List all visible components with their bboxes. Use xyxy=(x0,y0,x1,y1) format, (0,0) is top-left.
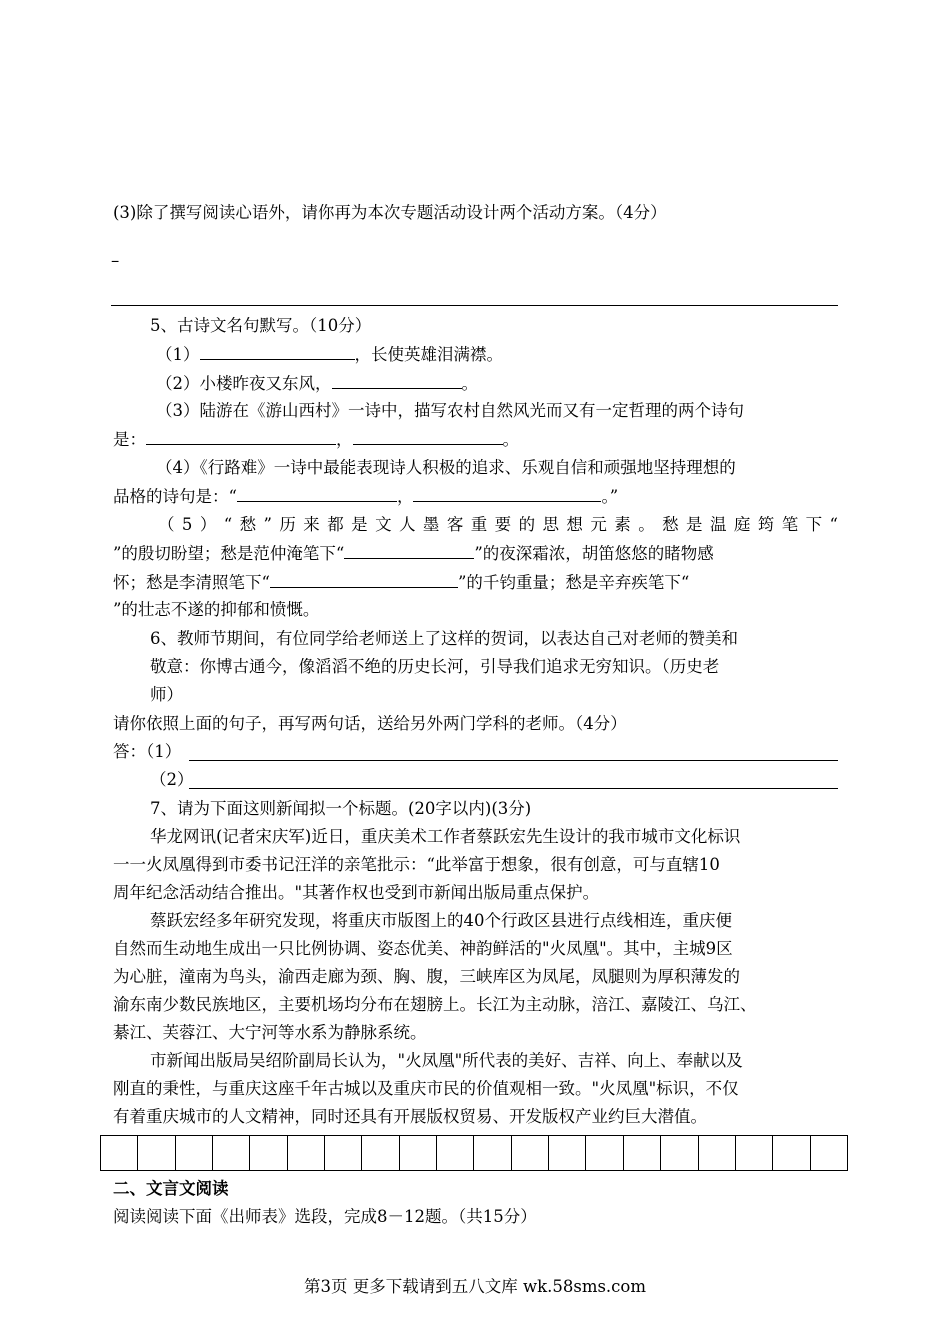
q6-line4: 请你依照上面的句子，再写两句话，送给另外两门学科的老师。（4分） xyxy=(113,714,627,733)
q6-line1: 6、教师节期间，有位同学给老师送上了这样的贺词，以表达自己对老师的赞美和 xyxy=(150,629,738,648)
q5-item2-blank[interactable] xyxy=(332,372,462,389)
q5-item3-blank-b[interactable] xyxy=(353,428,503,445)
q5-item5-line1-text: （5）“愁”历来都是文人墨客重要的思想元素。愁是温庭筠笔下“ xyxy=(158,515,838,534)
grid-cell[interactable] xyxy=(437,1136,474,1171)
q5-item5-l2-suffix: ”的夜深霜浓，胡笛悠悠的睹物感 xyxy=(474,544,714,563)
grid-cell[interactable] xyxy=(250,1136,287,1171)
section2-heading xyxy=(113,1178,229,1200)
grid-cell[interactable] xyxy=(586,1136,623,1171)
q7-p2-line2: 自然而生动地生成出一只比例协调、姿态优美、神韵鲜活的"火凤凰"。其中，主城9区 xyxy=(113,939,733,958)
grid-cell[interactable] xyxy=(698,1136,735,1171)
grid-cell[interactable] xyxy=(175,1136,212,1171)
q6-answer2-label: （2） xyxy=(150,770,194,789)
q5-item1-prefix: （1） xyxy=(156,345,200,364)
q7-p2-line1: 蔡跃宏经多年研究发现，将重庆市版图上的40个行政区县进行点线相连，重庆便 xyxy=(150,911,732,930)
q7-p1-line1: 华龙网讯(记者宋庆军)近日，重庆美术工作者蔡跃宏先生设计的我市城市文化标识 xyxy=(150,827,741,846)
q5-item4-line1: （4）《行路难》一诗中最能表现诗人积极的追求、乐观自信和顽强地坚持理想的 xyxy=(156,458,736,477)
q5-item5-l3-prefix: 怀；愁是李清照笔下“ xyxy=(113,573,270,592)
q7-p2-line4: 渝东南少数民族地区，主要机场均分布在翅膀上。长江为主动脉，涪江、嘉陵江、乌江、 xyxy=(113,995,757,1014)
q5-item5-l2-prefix: ”的殷切盼望；愁是范仲淹笔下“ xyxy=(113,544,345,563)
grid-cell[interactable] xyxy=(623,1136,660,1171)
grid-cell[interactable] xyxy=(287,1136,324,1171)
q6-answer1-line[interactable] xyxy=(189,760,838,761)
q5-item3-line1: （3）陆游在《游山西村》一诗中，描写农村自然风光而又有一定哲理的两个诗句 xyxy=(156,401,744,420)
q6-line2: 敬意：你博古通今，像滔滔不绝的历史长河，引导我们追求无穷知识。（历史老 xyxy=(150,657,720,676)
q5-item2-prefix: （2）小楼昨夜又东风， xyxy=(156,374,332,393)
grid-cell[interactable] xyxy=(213,1136,250,1171)
q5-item3-line2 xyxy=(113,428,519,451)
q5-title: 5、古诗文名句默写。（10分） xyxy=(150,316,372,335)
q5-item2 xyxy=(156,372,478,395)
q5-item3-prefix: 是： xyxy=(113,430,146,449)
page-footer: 第3页 更多下载请到五八文库 wk.58sms.com xyxy=(304,1277,646,1296)
q5-item5-blank-a[interactable] xyxy=(344,542,474,559)
grid-cell[interactable] xyxy=(399,1136,436,1171)
grid-cell[interactable] xyxy=(773,1136,810,1171)
q6-line3: 师） xyxy=(150,685,183,704)
section2-intro: 阅读阅读下面《出师表》选段，完成8－12题。（共15分） xyxy=(113,1207,537,1226)
grid-cell[interactable] xyxy=(362,1136,399,1171)
q5-item3-suffix: 。 xyxy=(502,430,519,449)
grid-cell[interactable] xyxy=(138,1136,175,1171)
q5-item4-mid: ， xyxy=(396,487,414,506)
q5-item5-line2 xyxy=(113,542,714,565)
q5-item1-suffix: ，长使英雄泪满襟。 xyxy=(354,345,503,364)
q5-item4-suffix: 。” xyxy=(601,487,619,506)
q5-item5-line4: ”的壮志不遂的抑郁和愤慨。 xyxy=(113,600,320,619)
q6-answer2-line[interactable] xyxy=(189,788,838,789)
q5-item3-mid: ， xyxy=(336,430,353,449)
grid-cell[interactable] xyxy=(511,1136,548,1171)
grid-cell[interactable] xyxy=(661,1136,698,1171)
grid-cell[interactable] xyxy=(735,1136,772,1171)
q7-title: 7、请为下面这则新闻拟一个标题。(20字以内)(3分) xyxy=(150,799,532,818)
q7-p3-line1: 市新闻出版局吴绍阶副局长认为，"火凤凰"所代表的美好、吉祥、向上、奉献以及 xyxy=(150,1051,743,1070)
q7-p2-line3: 为心脏，潼南为鸟头，渝西走廊为颈、胸、腹，三峡库区为凤尾，凤腿则为厚积薄发的 xyxy=(113,967,740,986)
q5-item5-line3 xyxy=(113,571,689,594)
q5-item1-blank[interactable] xyxy=(200,343,355,360)
section2-heading-text: 二、文言文阅读 xyxy=(113,1179,229,1198)
q5-item3-blank-a[interactable] xyxy=(146,428,336,445)
q5-item1 xyxy=(156,343,503,366)
grid-cell[interactable] xyxy=(101,1136,138,1171)
answer-dash: – xyxy=(111,251,120,270)
grid-cell[interactable] xyxy=(549,1136,586,1171)
q4-item3: (3)除了撰写阅读心语外，请你再为本次专题活动设计两个活动方案。（4分） xyxy=(113,203,667,222)
q5-item4-line2 xyxy=(113,485,618,508)
q5-item4-prefix: 品格的诗句是：“ xyxy=(113,487,237,506)
grid-cell[interactable] xyxy=(325,1136,362,1171)
q5-item4-blank-a[interactable] xyxy=(237,485,397,502)
q5-item5-line1 xyxy=(158,514,838,536)
q7-answer-grid-row xyxy=(101,1136,848,1171)
q7-answer-grid xyxy=(100,1135,848,1171)
q5-item5-l3-suffix: ”的千钧重量；愁是辛弃疾笔下“ xyxy=(457,573,690,592)
q5-item4-blank-b[interactable] xyxy=(413,485,601,502)
q6-answer1-label: 答：（1） xyxy=(113,742,182,761)
q7-p1-line2: 一一火凤凰得到市委书记汪洋的亲笔批示：“此举富于想象，很有创意，可与直辖10 xyxy=(113,855,720,874)
grid-cell[interactable] xyxy=(474,1136,511,1171)
q7-p2-line5: 綦江、芙蓉江、大宁河等水系为静脉系统。 xyxy=(113,1023,427,1042)
q5-item2-suffix: 。 xyxy=(461,374,478,393)
q5-item5-blank-b[interactable] xyxy=(270,571,458,588)
grid-cell[interactable] xyxy=(810,1136,847,1171)
q7-p3-line2: 刚直的秉性，与重庆这座千年古城以及重庆市民的价值观相一致。"火凤凰"标识，不仅 xyxy=(113,1079,739,1098)
q7-p3-line3: 有着重庆城市的人文精神，同时还具有开展版权贸易、开发版权产业约巨大潜值。 xyxy=(113,1107,707,1126)
answer-line xyxy=(111,305,838,306)
q7-p1-line3: 周年纪念活动结合推出。"其著作权也受到市新闻出版局重点保护。 xyxy=(113,883,600,902)
